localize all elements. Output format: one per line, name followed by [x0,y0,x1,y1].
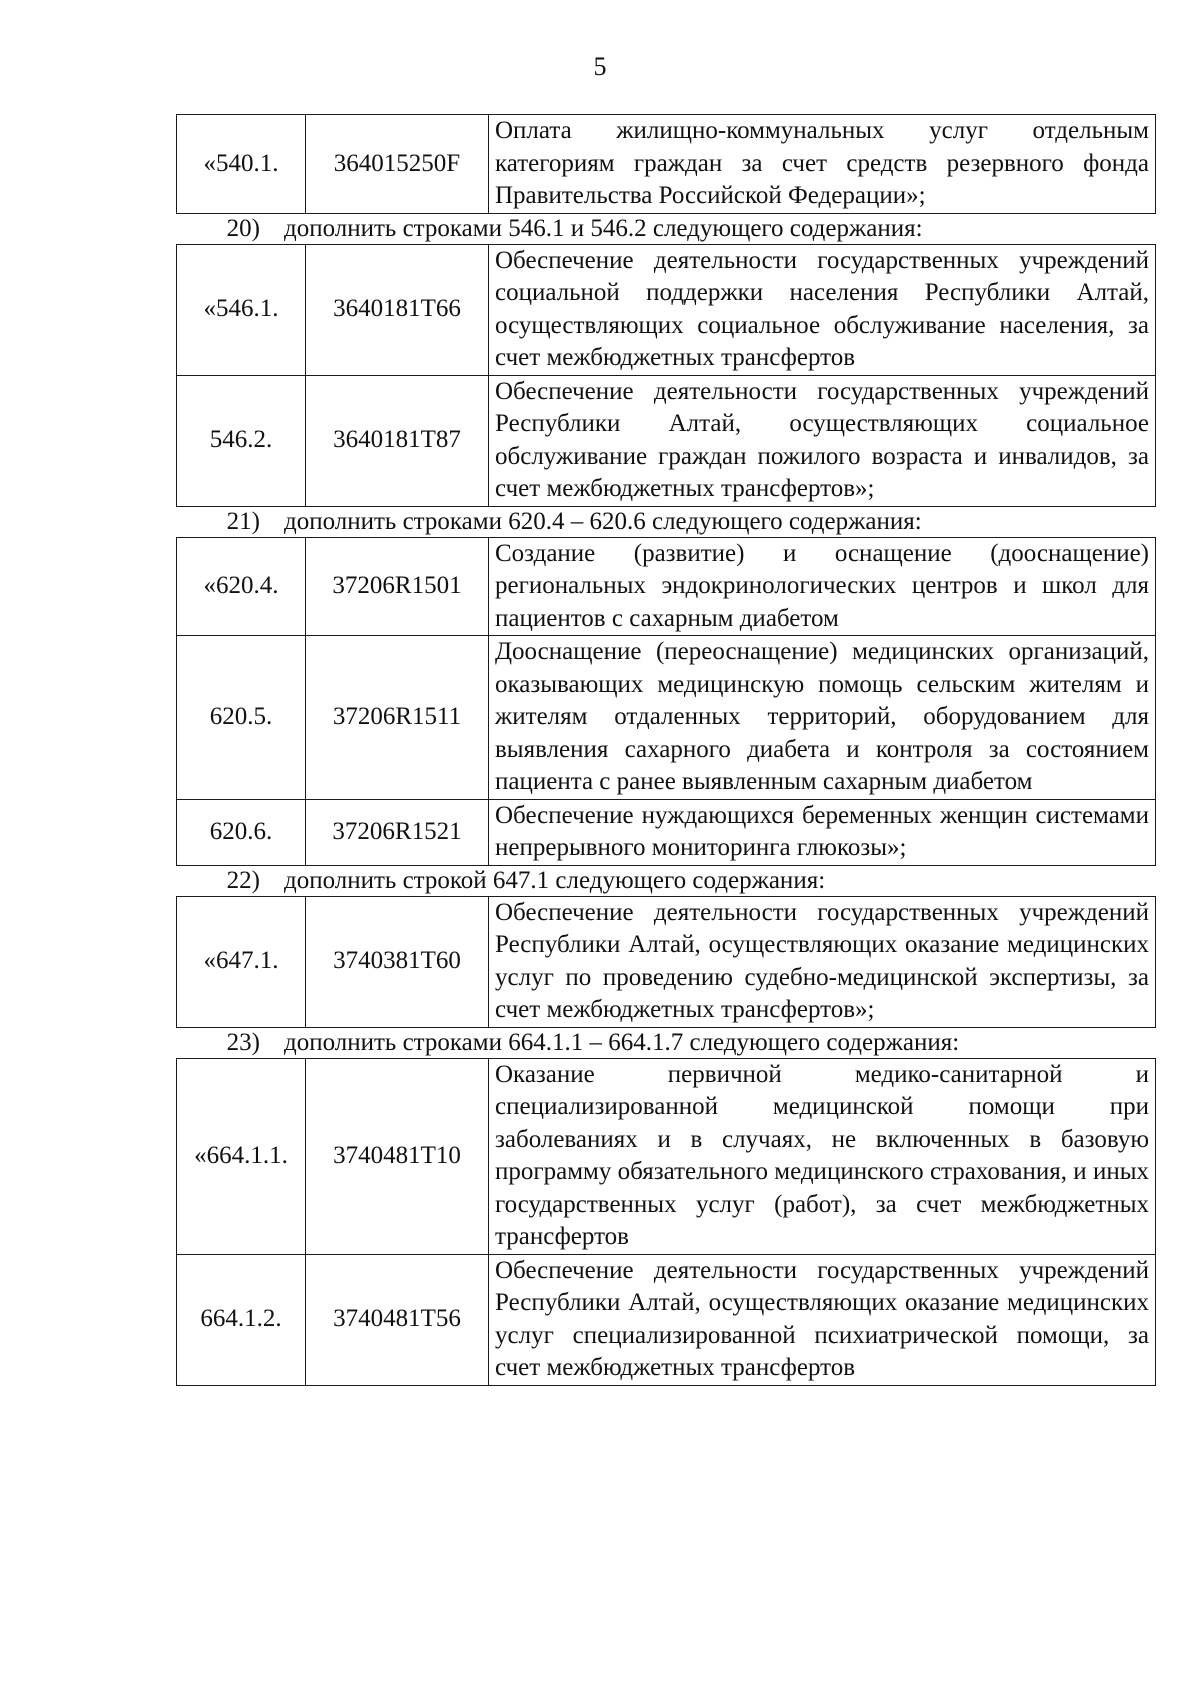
row-number-cell: «620.4. [177,537,306,636]
description-cell: Обеспечение нуждающихся беременных женщин системами непрерывного мониторинга глюкозы»; [489,799,1156,865]
table-row [177,1254,1156,1385]
table-row [177,799,1156,865]
amendment-instruction [176,507,1156,537]
description-cell: Обеспечение деятельности государственных учреждений Республики Алтай, осуществляющих оказание медицинских услуг специализированной психиатрической помощи, за счет межбюджетных трансфертов [489,1254,1156,1385]
description-cell: Оплата жилищно-коммунальных услуг отдельным категориям граждан за счет средств резервного фонда Правительства Российской Федерации»; [489,115,1156,214]
table-row [177,537,1156,636]
row-number-cell: «664.1.1. [177,1058,306,1254]
budget-code-cell: 3740381Т60 [306,896,489,1027]
amendment-table [176,1058,1156,1386]
budget-code-cell: 3640181Т66 [306,244,489,375]
page-number: 5 [593,52,607,81]
amendment-table [176,537,1156,866]
table-row [177,1058,1156,1254]
instruction-text: дополнить строкой 647.1 следующего содержания: [284,866,826,894]
description-cell: Обеспечение деятельности государственных учреждений Республики Алтай, осуществляющих оказание медицинских услуг по проведению судебно-медицинской экспертизы, за счет межбюджетных трансфертов»; [489,896,1156,1027]
budget-code-cell: 37206R1511 [306,636,489,800]
description-cell: Обеспечение деятельности государственных учреждений социальной поддержки населения Республики Алтай, осуществляющих социальное обслуживание населения, за счет межбюджетных трансфертов [489,244,1156,375]
row-number-cell: «540.1. [177,115,306,214]
document-body [176,114,1156,1386]
row-number-cell: «647.1. [177,896,306,1027]
instruction-text: дополнить строками 620.4 – 620.6 следующего содержания: [284,507,922,535]
table-row [177,115,1156,214]
amendment-instruction [176,1028,1156,1058]
description-cell: Дооснащение (переоснащение) медицинских организаций, оказывающих медицинскую помощь сельским жителям и жителям отдаленных территорий, оборудованием для выявления сахарного диабета и контроля за состоянием пациента с ранее выявленным сахарным диабетом [489,636,1156,800]
amendment-table [176,114,1156,214]
amendment-table [176,896,1156,1028]
budget-code-cell: 364015250F [306,115,489,214]
description-cell: Создание (развитие) и оснащение (дооснащение) региональных эндокринологических центров и школ для пациентов с сахарным диабетом [489,537,1156,636]
instruction-number: 20) [226,214,260,242]
amendment-table [176,244,1156,507]
row-number-cell: 620.6. [177,799,306,865]
table-row [177,896,1156,1027]
instruction-text: дополнить строками 546.1 и 546.2 следующего содержания: [284,214,923,242]
amendment-instruction [176,866,1156,896]
amendment-instruction [176,214,1156,244]
row-number-cell: 620.5. [177,636,306,800]
budget-code-cell: 37206R1501 [306,537,489,636]
instruction-number: 22) [226,866,260,894]
row-number-cell: «546.1. [177,244,306,375]
instruction-number: 23) [226,1028,260,1056]
budget-code-cell: 3640181Т87 [306,375,489,506]
instruction-text: дополнить строками 664.1.1 – 664.1.7 следующего содержания: [284,1028,960,1056]
description-cell: Обеспечение деятельности государственных учреждений Республики Алтай, осуществляющих социальное обслуживание граждан пожилого возраста и инвалидов, за счет межбюджетных трансфертов»; [489,375,1156,506]
budget-code-cell: 37206R1521 [306,799,489,865]
row-number-cell: 546.2. [177,375,306,506]
table-row [177,244,1156,375]
instruction-number: 21) [226,507,260,535]
budget-code-cell: 3740481Т10 [306,1058,489,1254]
table-row [177,375,1156,506]
description-cell: Оказание первичной медико-санитарной и специализированной медицинской помощи при заболеваниях и в случаях, не включенных в базовую программу обязательного медицинского страхования, и иных государственных услуг (работ), за счет межбюджетных трансфертов [489,1058,1156,1254]
table-row [177,636,1156,800]
row-number-cell: 664.1.2. [177,1254,306,1385]
budget-code-cell: 3740481Т56 [306,1254,489,1385]
